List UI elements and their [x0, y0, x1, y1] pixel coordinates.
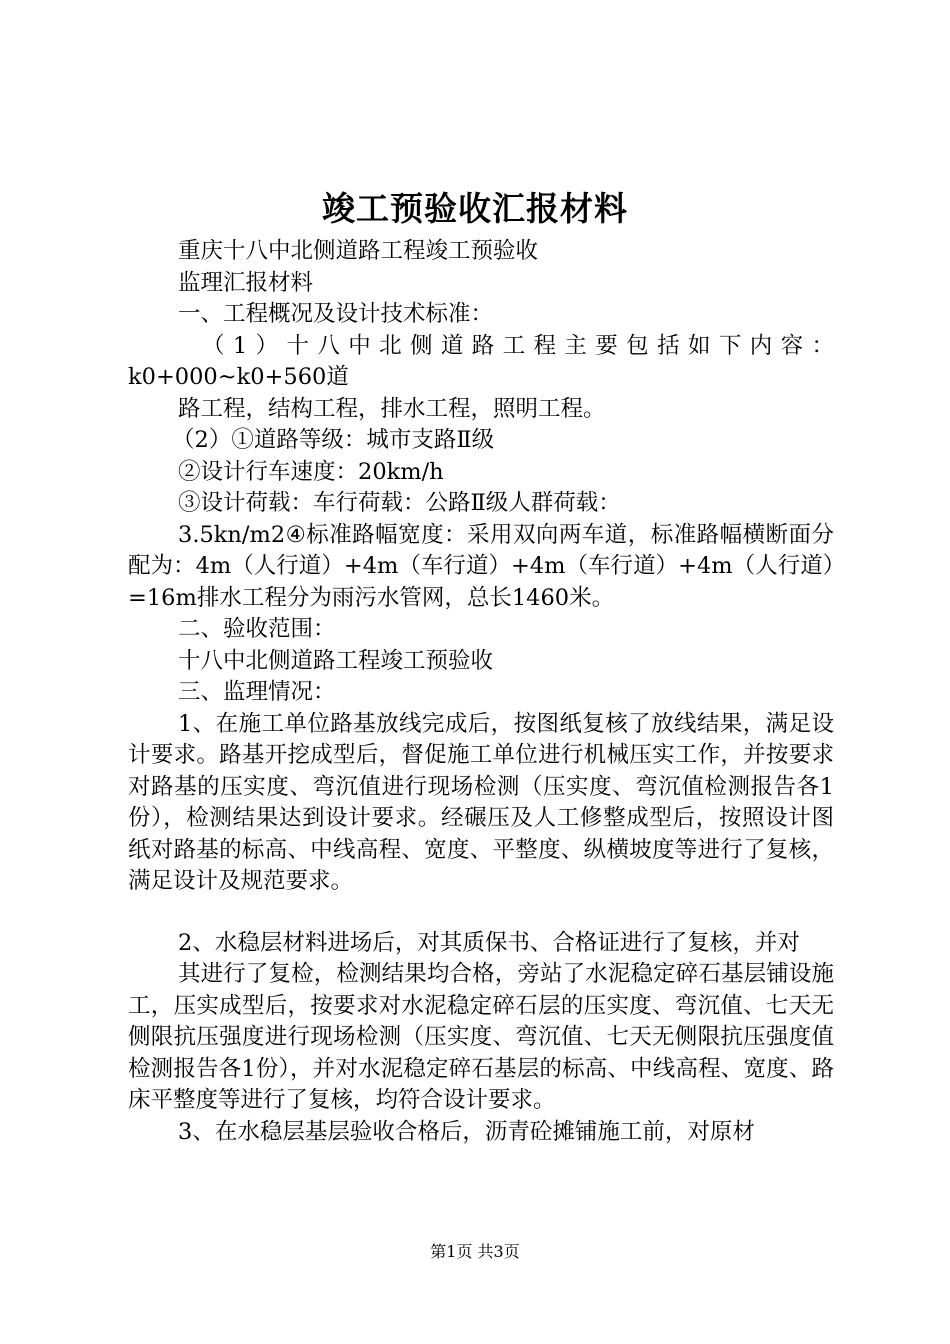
paragraph-chainage: k0+000~k0+560道 — [128, 364, 349, 390]
paragraph-works-list: 路工程，结构工程，排水工程，照明工程。 — [178, 395, 606, 422]
paragraph-project-name: 重庆十八中北侧道路工程竣工预验收 — [178, 238, 539, 264]
paragraph-road-grade: （2）①道路等级：城市支路Ⅱ级 — [172, 427, 495, 453]
paragraph-cross-section: 3.5kn/m2④标准路幅宽度：采用双向两车道，标准路幅横断面分配为：4m（人行道）+4m（车行道）+4m（车行道）+4m（人行道）=16m排水工程分为雨污水管网，总长1460米。 — [128, 521, 834, 611]
paragraph-base-testing: 其进行了复检，检测结果均合格，旁站了水泥稳定碎石基层铺设施工，压实成型后，按要求对水泥稳定碎石层的压实度、弯沉值、七天无侧限抗压强度进行现场检测（压实度、弯沉值、七天无侧限抗压强度值检测报告各1份），并对水泥稳定碎石基层的标高、中线高程、宽度、路床平整度等进行了复核，均符合设计要求。 — [128, 961, 834, 1113]
paragraph-report-subtitle: 监理汇报材料 — [178, 269, 314, 296]
document-body — [128, 236, 834, 1148]
paragraph-scope: 十八中北侧道路工程竣工预验收 — [178, 647, 494, 674]
document-title: 竣工预验收汇报材料 — [322, 189, 628, 228]
page-number: 第1页 共3页 — [430, 1242, 520, 1261]
section-heading-overview: 一、工程概况及设计技术标准： — [178, 301, 494, 327]
paragraph-design-load: ③设计荷载：车行荷载：公路Ⅱ级人群荷载： — [178, 490, 621, 516]
section-heading-supervision: 三、监理情况： — [178, 679, 336, 705]
paragraph-base-material: 2、水稳层材料进场后，对其质保书、合格证进行了复核，并对 — [178, 929, 800, 956]
paragraph-design-speed: ②设计行车速度：20km/h — [178, 458, 444, 485]
paragraph-asphalt: 3、在水稳层基层验收合格后，沥青砼摊铺施工前，对原材 — [178, 1118, 755, 1145]
paragraph-scope-intro: （1）十八中北侧道路工程主要包括如下内容： — [202, 332, 834, 359]
section-heading-scope: 二、验收范围： — [178, 616, 336, 642]
paragraph-subgrade: 1、在施工单位路基放线完成后，按图纸复核了放线结果，满足设计要求。路基开挖成型后，督促施工单位进行机械压实工作，并按要求对路基的压实度、弯沉值进行现场检测（压实度、弯沉值检测报告各1份），检测结果达到设计要求。经碾压及人工修整成型后，按照设计图纸对路基的标高、中线高程、宽度、平整度、纵横坡度等进行了复核，满足设计及规范要求。 — [128, 710, 834, 894]
